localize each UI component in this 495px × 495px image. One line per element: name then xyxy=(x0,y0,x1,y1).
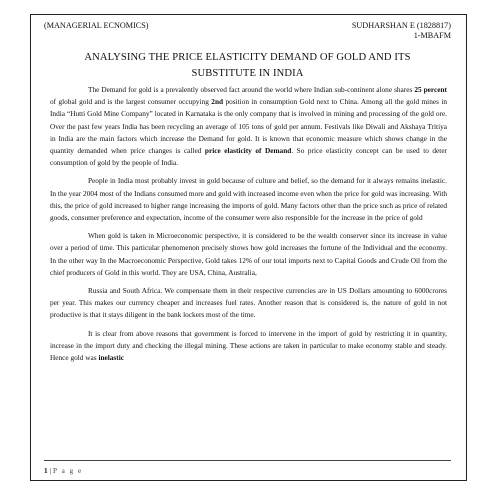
p1-text-a: The Demand for gold is a prevalently observed fact around the world where Indian sub-continent alone shares xyxy=(88,85,415,94)
paragraph-2: People in India most probably invest in gold because of culture and belief, so the demand for it always remains inelastic. In the year 2004 most of the Indians consumed more and gold with increased income even when the price for gold was increasing. With this, the price of gold increased to higher range increasing the imports of gold. Many factors other than the price such as price of related goods, consumer preference and expectation, income of the consumer were also responsible for the increase in the price of gold xyxy=(50,176,447,223)
header-author-name: SUDHARSHAN E (1828817) xyxy=(351,21,451,30)
p1-bold-term: price elasticity of Demand xyxy=(204,146,292,156)
header-course: (MANAGERIAL ECNOMICS) xyxy=(44,21,149,30)
document-title xyxy=(44,50,451,81)
footer-divider xyxy=(44,460,451,461)
p1-text-g: . So price elasticity concept can be used to deter consumption of gold by the people of India. xyxy=(50,146,447,168)
paragraph-4: Russia and South Africa. We compensate them in their respective currencies are in US Dollars amounting to 6000crores per year. This makes our currency cheaper and increases fuel rates. Another reason that is considered is, the nature of gold in not productive is that it stays diligent in the bank lockers most of the time. xyxy=(50,286,447,320)
page-number: 1 xyxy=(44,467,48,475)
paragraph-5 xyxy=(50,328,447,365)
header-author-class: 1-MBAFM xyxy=(413,30,451,40)
footer-separator: | xyxy=(49,467,52,475)
p5-bold-term: inelastic xyxy=(98,353,124,363)
p1-text-c: of global gold and is the largest consumer occupying xyxy=(50,97,212,107)
p1-bold-rank: 2nd xyxy=(211,97,224,107)
p5-text-a: It is clear from above reasons that government is forced to intervene in the import of gold by restricting it in quantity, increase in the import duty and checking the illegal mining. These actions are taken in particular to make economy stable and steady. Hence gold was xyxy=(50,328,447,363)
document-body xyxy=(50,84,447,370)
title-line-1: ANALYSING THE PRICE ELASTICITY DEMAND OF GOLD AND ITS xyxy=(84,52,411,63)
header-author xyxy=(352,21,451,40)
page-label: P a g e xyxy=(53,467,83,475)
title-line-2: SUBSTITUTE IN INDIA xyxy=(191,67,304,79)
page-footer xyxy=(44,467,83,475)
p1-bold-percent: 25 percent xyxy=(414,85,447,94)
paragraph-3: When gold is taken in Microeconomic perspective, it is considered to be the wealth conserver since its increase in value over a period of time. This particular phenomenon precisely shows how gold increases the fortune of the Individual and the economy. In the other way In the Macroeconomic Perspective, Gold takes 12% of our total imports next to Capital Goods and Crude Oil from the chief producers of Gold in this world. They are USA, China, Australia, xyxy=(50,231,447,277)
paragraph-1 xyxy=(50,84,447,169)
p1-text-e: position in consumption Gold next to China. Among all the gold mines in India “Hutti Gold Mine Company” located in Karnataka is the only company that is involved in mining and processing of the gold ore. Over the past few years India has been recycling an average of 105 tons of gold per annum. Festivals like Diwali and Akshaya Tritiya in India are the main factors which increase the Demand for gold. It is known that economic measure which shows change in the quantity demanded when price changes is called xyxy=(50,97,448,156)
